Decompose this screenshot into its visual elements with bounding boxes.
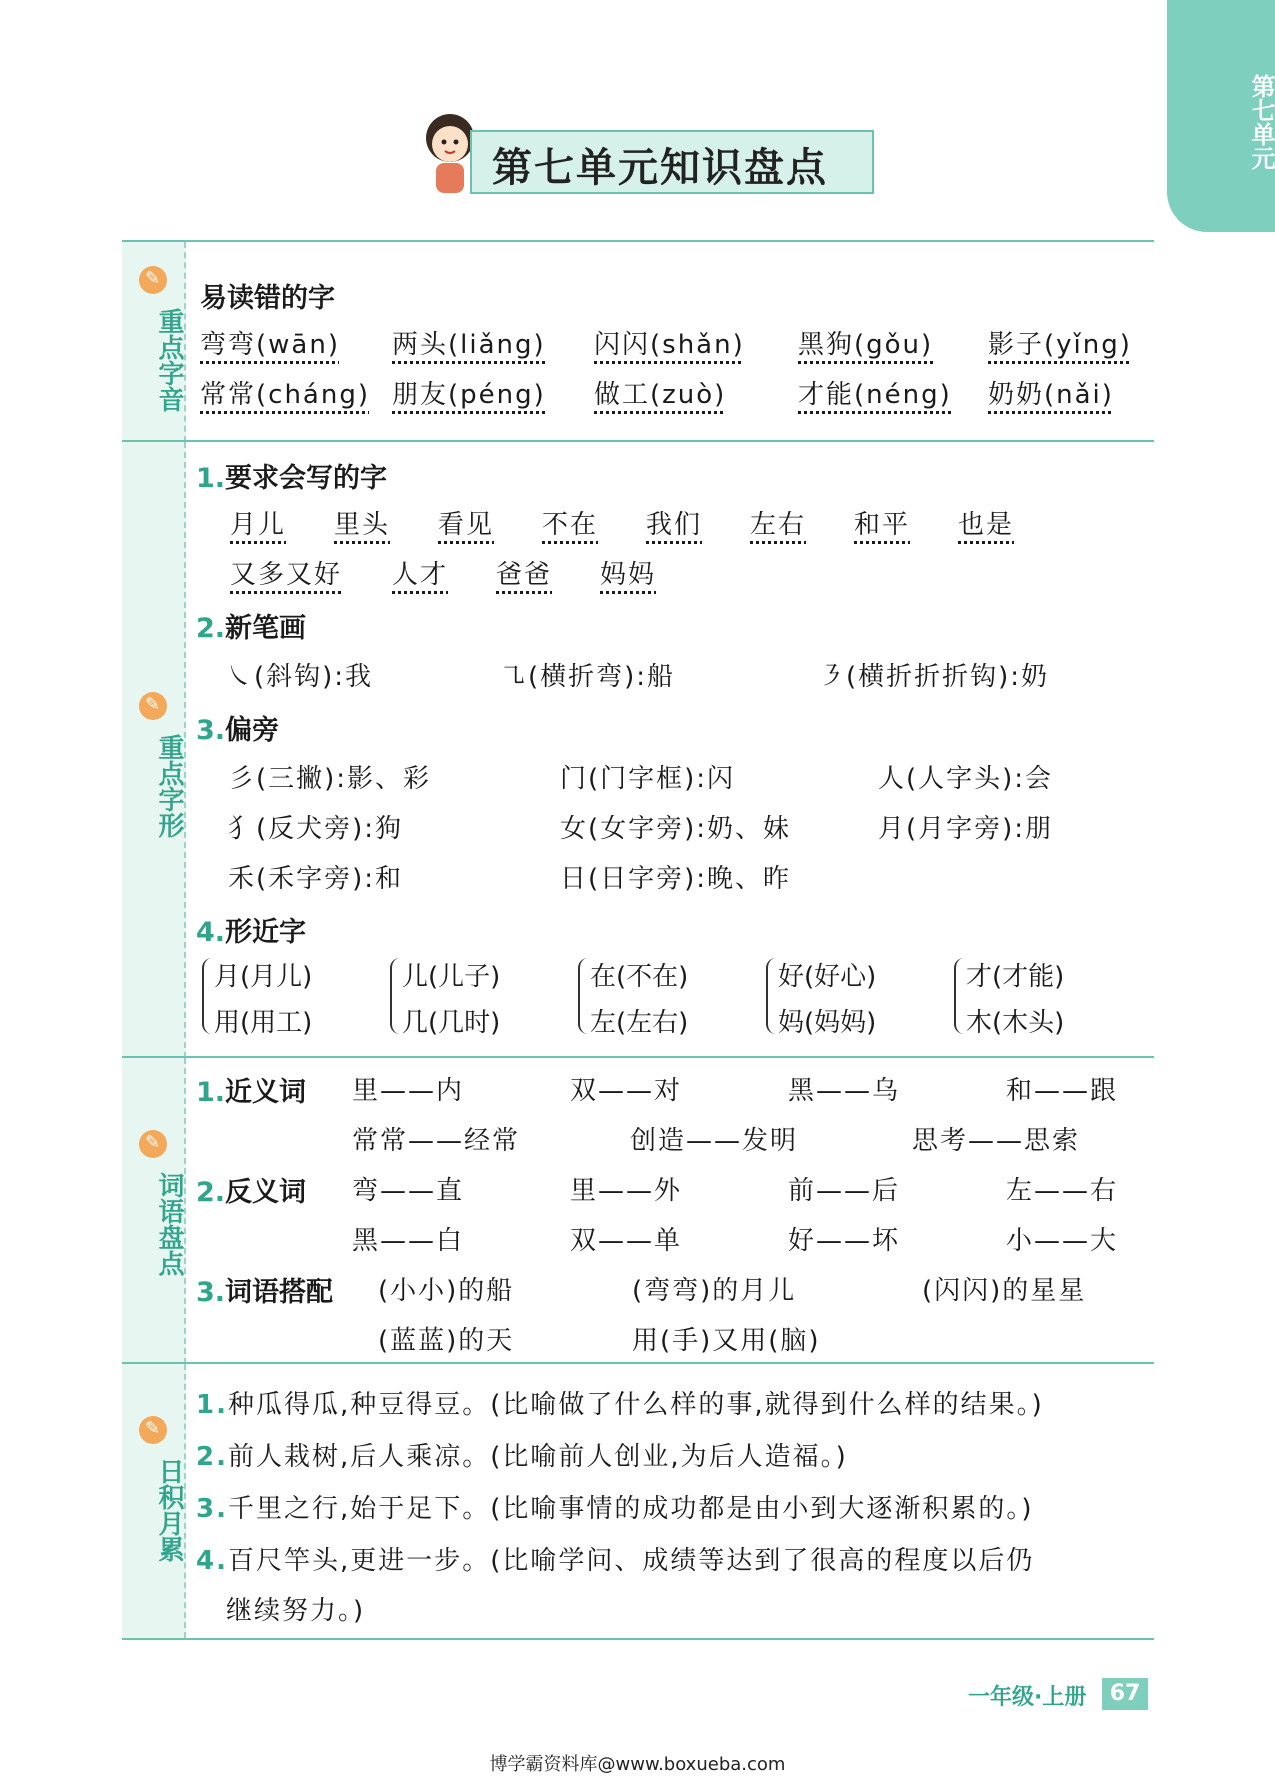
radical-item: 门(门字框):闪: [560, 764, 736, 794]
subheading: 新笔画: [225, 613, 307, 644]
collocation: (小小)的船: [378, 1276, 515, 1306]
pair-bottom: 几(几时): [402, 1008, 501, 1038]
section-side: [122, 1364, 186, 1638]
stroke-item: ㇈(横折弯):船: [500, 662, 676, 692]
word-item: 朋友(péng): [392, 380, 546, 410]
word-pair: 黑——乌: [788, 1076, 901, 1106]
pencil-icon: [139, 692, 167, 720]
similar-pair: [954, 954, 1064, 1046]
item-number: 2.: [196, 1442, 228, 1472]
word-pair: 小——大: [1006, 1226, 1119, 1256]
section-label: 日积月累: [154, 1458, 184, 1562]
word-pair: 黑——白: [352, 1226, 465, 1256]
pair-bottom: 木(木头): [966, 1008, 1065, 1038]
saying-line: 千里之行,始于足下。(比喻事情的成功都是由小到大逐渐积累的。): [227, 1494, 1034, 1524]
pair-bottom: 用(用工): [214, 1008, 313, 1038]
grade-label: 一年级·上册: [968, 1685, 1087, 1710]
pencil-icon: [139, 1130, 167, 1158]
pair-bottom: 左(左右): [590, 1008, 689, 1038]
pair-top: 好(好心): [778, 962, 877, 992]
word-item: 里头: [334, 510, 391, 540]
section-heading: 易读错的字: [200, 283, 335, 314]
radical-item: 犭(反犬旁):狗: [228, 814, 404, 844]
word-item: 和平: [854, 510, 911, 540]
unit-tab: 第七单元: [1167, 0, 1275, 232]
item-number: 3.: [196, 1494, 228, 1524]
section-label: 词语盘点: [154, 1172, 184, 1276]
section-vocabulary: [122, 1056, 1154, 1364]
item-number: 2.: [196, 613, 226, 644]
word-item: 也是: [958, 510, 1015, 540]
word-item: 人才: [392, 560, 449, 590]
word-item: 看见: [438, 510, 495, 540]
item-number: 1.: [196, 463, 226, 494]
word-pair: 里——外: [570, 1176, 683, 1206]
radical-item: 彡(三撇):影、彩: [228, 764, 432, 794]
section-sayings: [122, 1362, 1154, 1640]
word-pair: 双——单: [570, 1226, 683, 1256]
word-item: 月儿: [230, 510, 287, 540]
item-number: 1.: [196, 1077, 226, 1108]
word-pair: 好——坏: [788, 1226, 901, 1256]
pencil-icon: [139, 266, 167, 294]
stroke-item: ㇏(斜钩):我: [226, 662, 374, 692]
saying-line: 继续努力。): [226, 1596, 366, 1626]
word-pair: 前——后: [788, 1176, 901, 1206]
similar-pair: [202, 954, 312, 1046]
collocation: (弯弯)的月儿: [632, 1276, 797, 1306]
section-side: [122, 242, 186, 442]
collocation: (蓝蓝)的天: [378, 1326, 515, 1356]
subheading: 反义词: [225, 1177, 307, 1208]
word-item: 才能(néng): [798, 380, 952, 410]
word-item: 常常(cháng): [200, 380, 370, 410]
word-item: 奶奶(nǎi): [988, 380, 1114, 410]
pencil-icon: [139, 1416, 167, 1444]
section-side: [122, 1058, 186, 1364]
section-characters: [122, 440, 1154, 1058]
title-banner: [410, 108, 870, 198]
word-pair: 创造——发明: [630, 1126, 799, 1156]
similar-pair: [766, 954, 876, 1046]
radical-item: 禾(禾字旁):和: [228, 864, 404, 894]
pair-top: 儿(儿子): [402, 962, 501, 992]
saying-line: 百尺竿头,更进一步。(比喻学问、成绩等达到了很高的程度以后仍: [227, 1546, 1035, 1576]
saying-line: 前人栽树,后人乘凉。(比喻前人创业,为后人造福。): [227, 1442, 848, 1472]
word-item: 妈妈: [600, 560, 657, 590]
item-number: 3.: [196, 1277, 226, 1308]
word-pair: 常常——经常: [352, 1126, 521, 1156]
section-label: 重点字音: [154, 308, 184, 412]
saying-line: 种瓜得瓜,种豆得豆。(比喻做了什么样的事,就得到什么样的结果。): [227, 1390, 1044, 1420]
radical-item: 女(女字旁):奶、妹: [560, 814, 792, 844]
subheading: 词语搭配: [225, 1277, 334, 1308]
item-number: 4.: [196, 1546, 228, 1576]
item-number: 1.: [196, 1390, 228, 1420]
subheading: 要求会写的字: [225, 463, 388, 494]
word-pair: 双——对: [570, 1076, 683, 1106]
watermark: 博学霸资料库@www.boxueba.com: [489, 1754, 786, 1775]
pair-top: 才(才能): [966, 962, 1065, 992]
word-item: 两头(liǎng): [392, 330, 546, 360]
pair-bottom: 妈(妈妈): [778, 1008, 877, 1038]
stroke-item: ㇋(横折折折钩):奶: [818, 662, 1050, 692]
collocation: (闪闪)的星星: [922, 1276, 1087, 1306]
word-pair: 和——跟: [1006, 1076, 1119, 1106]
page-title: 第七单元知识盘点: [492, 145, 828, 191]
pair-top: 在(不在): [590, 962, 689, 992]
section-label: 重点字形: [154, 734, 184, 838]
word-item: 左右: [750, 510, 807, 540]
similar-pair: [578, 954, 688, 1046]
item-number: 4.: [196, 917, 226, 948]
collocation: 用(手)又用(脑): [632, 1326, 821, 1356]
radical-item: 日(日字旁):晚、昨: [560, 864, 792, 894]
page-number: 67: [1102, 1678, 1148, 1710]
item-number: 2.: [196, 1177, 226, 1208]
radical-item: 人(人字头):会: [878, 764, 1054, 794]
pair-top: 月(月儿): [214, 962, 313, 992]
item-number: 3.: [196, 715, 226, 746]
subheading: 近义词: [225, 1077, 307, 1108]
word-item: 影子(yǐng): [988, 330, 1132, 360]
section-pronunciation: [122, 240, 1154, 442]
word-pair: 里——内: [352, 1076, 465, 1106]
subheading: 偏旁: [225, 715, 280, 746]
subheading: 形近字: [225, 917, 307, 948]
word-item: 弯弯(wān): [200, 330, 340, 360]
similar-pair: [390, 954, 500, 1046]
word-item: 不在: [542, 510, 599, 540]
radical-item: 月(月字旁):朋: [878, 814, 1054, 844]
word-pair: 弯——直: [352, 1176, 465, 1206]
word-pair: 左——右: [1006, 1176, 1119, 1206]
word-item: 闪闪(shǎn): [594, 330, 745, 360]
word-item: 又多又好: [230, 560, 343, 590]
word-item: 爸爸: [496, 560, 553, 590]
section-side: [122, 442, 186, 1058]
word-pair: 思考——思索: [912, 1126, 1081, 1156]
word-item: 黑狗(gǒu): [798, 330, 934, 360]
word-item: 我们: [646, 510, 703, 540]
word-item: 做工(zuò): [594, 380, 727, 410]
